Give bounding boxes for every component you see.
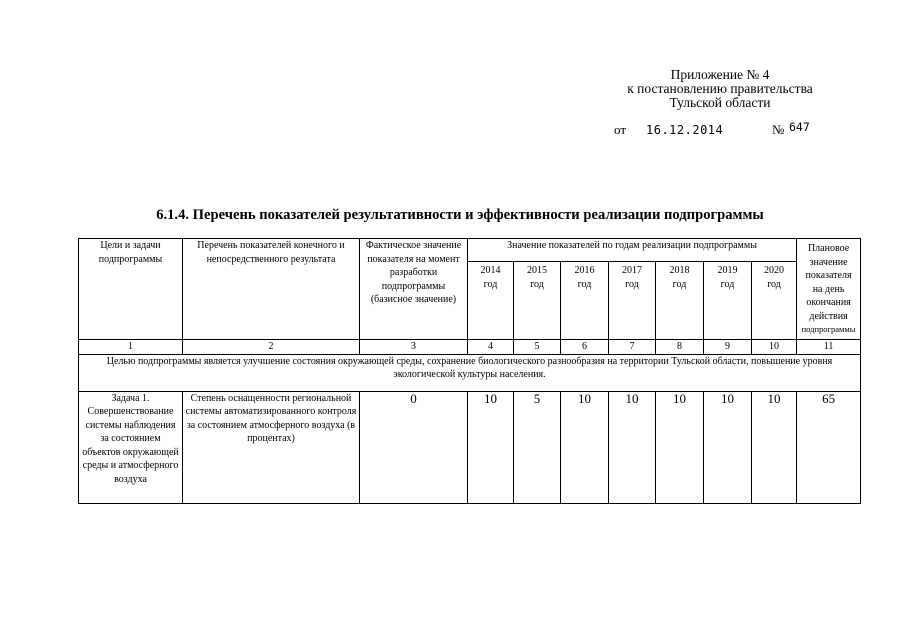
task-name: Задача 1. Совершенствование системы наблюдения за состоянием объектов окружающей среды и атмосферного воздуха (79, 391, 183, 503)
value-2018: 10 (656, 391, 704, 503)
col-number: 8 (656, 340, 704, 355)
value-2015: 5 (514, 391, 561, 503)
value-2020: 10 (752, 391, 797, 503)
header-goals: Цели и задачи подпрограммы (79, 239, 183, 340)
col-number: 3 (360, 340, 468, 355)
col-number: 7 (609, 340, 656, 355)
value-2017: 10 (609, 391, 656, 503)
header-year-2020: 2020 год (752, 262, 797, 340)
header-indicators: Перечень показателей конечного и непосредственного результата (183, 239, 360, 340)
header-years-group: Значение показателей по годам реализации подпрограммы (468, 239, 797, 262)
page-title: 6.1.4. Перечень показателей результативности и эффективности реализации подпрограммы (156, 207, 764, 223)
header-year-2018: 2018 год (656, 262, 704, 340)
value-2019: 10 (704, 391, 752, 503)
decree-number: 647 (789, 120, 810, 134)
col-number: 11 (797, 340, 861, 355)
col-number: 1 (79, 340, 183, 355)
number-label: № (772, 122, 785, 137)
header-year-2014: 2014 год (468, 262, 514, 340)
goal-row (79, 354, 861, 391)
annex-block (600, 68, 840, 110)
annex-line-2: к постановлению правительства (627, 81, 813, 96)
decree-date: 16.12.2014 (646, 123, 724, 137)
value-2016: 10 (561, 391, 609, 503)
goal-text: Целью подпрограммы является улучшение состояния окружающей среды, сохранение биологического разнообразия на территории Тульской области, повышение уровня экологической культуры населения. (79, 354, 861, 391)
col-number: 9 (704, 340, 752, 355)
value-2014: 10 (468, 391, 514, 503)
header-year-2016: 2016 год (561, 262, 609, 340)
col-number: 4 (468, 340, 514, 355)
col-number: 5 (514, 340, 561, 355)
col-number: 2 (183, 340, 360, 355)
date-prefix: от (614, 122, 627, 137)
indicators-table (78, 238, 861, 504)
header-year-2019: 2019 год (704, 262, 752, 340)
header-year-2015: 2015 год (514, 262, 561, 340)
annex-line-3: Тульской области (669, 95, 771, 110)
header-year-2017: 2017 год (609, 262, 656, 340)
col-number: 10 (752, 340, 797, 355)
column-numbers-row (79, 340, 861, 355)
annex-line-1: Приложение № 4 (670, 67, 770, 82)
col-number: 6 (561, 340, 609, 355)
task-actual-value: 0 (360, 391, 468, 503)
task-indicator: Степень оснащенности региональной системы автоматизированного контроля за состоянием атмосферного воздуха (в процентах) (183, 391, 360, 503)
header-actual: Фактическое значение показателя на момент разработки подпрограммы (базисное значение) (360, 239, 468, 340)
header-planned: Плановое значение показателя на день окончания действия подпрограммы (797, 239, 861, 340)
table-row (79, 391, 861, 503)
task-planned-value: 65 (797, 391, 861, 503)
